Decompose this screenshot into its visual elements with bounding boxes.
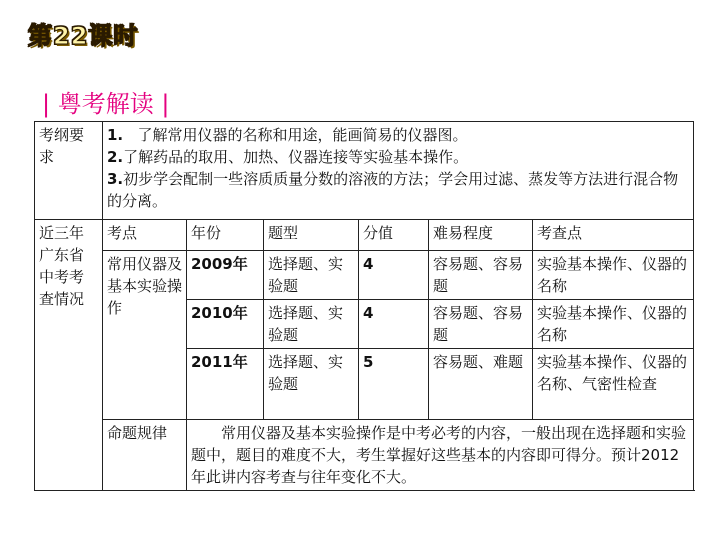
difficulty-cell: 容易题、难题	[429, 349, 533, 420]
exam-history-header: 近三年广东省中考考查情况	[35, 220, 103, 491]
section-title	[42, 84, 169, 119]
pattern-header: 命题规律	[103, 420, 187, 491]
year-cell: 2011年	[187, 349, 264, 420]
requirements-content	[103, 122, 694, 220]
year-cell: 2010年	[187, 300, 264, 349]
column-header: 考查点	[533, 220, 694, 251]
type-cell: 选择题、实验题	[264, 300, 359, 349]
point-cell: 实验基本操作、仪器的名称	[533, 300, 694, 349]
column-header: 难易程度	[429, 220, 533, 251]
lesson-title: 第22课时	[28, 22, 139, 50]
column-header: 考点	[103, 220, 187, 251]
requirements-row	[35, 122, 694, 220]
exam-info-table	[34, 121, 694, 491]
difficulty-cell: 容易题、容易题	[429, 300, 533, 349]
requirement-item: 3.初步学会配制一些溶质质量分数的溶液的方法；学会用过滤、蒸发等方法进行混合物的分离。	[107, 170, 679, 210]
score-cell: 4	[359, 300, 429, 349]
requirement-item: 2.了解药品的取用、加热、仪器连接等实验基本操作。	[107, 148, 469, 166]
column-header: 年份	[187, 220, 264, 251]
exam-history-header-row	[35, 220, 694, 251]
topic-cell: 常用仪器及基本实验操作	[103, 251, 187, 420]
pattern-row	[35, 420, 694, 491]
year-cell: 2009年	[187, 251, 264, 300]
section-bar-right: |	[161, 90, 170, 118]
section-bar-left: |	[42, 90, 51, 118]
type-cell: 选择题、实验题	[264, 349, 359, 420]
column-header: 题型	[264, 220, 359, 251]
score-cell: 5	[359, 349, 429, 420]
pattern-text: 常用仪器及基本实验操作是中考必考的内容，一般出现在选择题和实验题中，题目的难度不大，考生掌握好这些基本的内容即可得分。预计2012年此讲内容考查与往年变化不大。	[187, 420, 694, 491]
requirements-header: 考纲要求	[35, 122, 103, 220]
difficulty-cell: 容易题、容易题	[429, 251, 533, 300]
point-cell: 实验基本操作、仪器的名称	[533, 251, 694, 300]
requirement-item: 1. 了解常用仪器的名称和用途，能画简易的仪器图。	[107, 126, 468, 144]
score-cell: 4	[359, 251, 429, 300]
type-cell: 选择题、实验题	[264, 251, 359, 300]
table-row	[35, 251, 694, 300]
section-label: 粤考解读	[57, 90, 154, 118]
column-header: 分值	[359, 220, 429, 251]
point-cell: 实验基本操作、仪器的名称、气密性检查	[533, 349, 694, 420]
